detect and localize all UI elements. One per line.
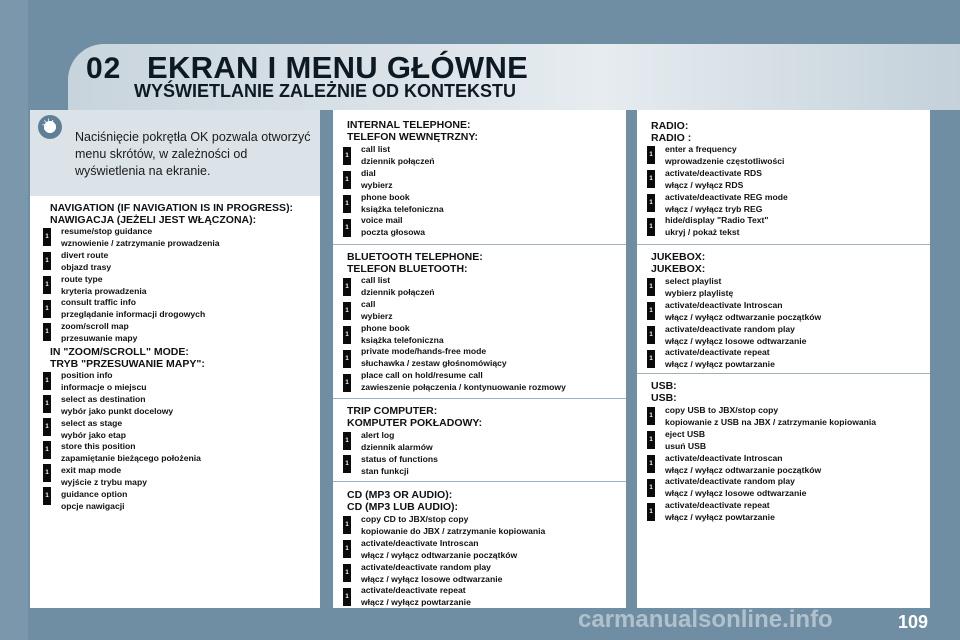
list-item: voice mail (361, 215, 403, 226)
list-item: activate/deactivate random play (361, 561, 491, 572)
list-item: enter a frequency (665, 144, 737, 154)
list-item: informacje o miejscu (61, 381, 147, 392)
jukebox-heading (651, 252, 705, 275)
list-item: activate/deactivate random play (665, 476, 795, 487)
internal-phone-heading-en: INTERNAL TELEPHONE: (347, 119, 471, 131)
list-item: route type (61, 273, 103, 284)
usb-heading-en: USB: (651, 380, 677, 392)
marker: 1 (343, 219, 351, 237)
list-item: włącz / wyłącz odtwarzanie początków (665, 311, 822, 322)
list-item: guidance option (61, 489, 128, 500)
marker: 1 (343, 278, 351, 296)
list-item: wznowienie / zatrzymanie prowadzenia (61, 237, 220, 248)
list-item: dziennik połączeń (361, 286, 435, 297)
list-item: kopiowanie z USB na JBX / zatrzymanie kopiowania (665, 416, 877, 427)
list-item: dziennik alarmów (361, 441, 433, 452)
list-item: książka telefoniczna (361, 334, 444, 345)
marker: 1 (647, 218, 655, 236)
list-item: status of functions (361, 453, 438, 464)
bluetooth-phone-heading (347, 252, 483, 275)
list-item: copy USB to JBX/stop copy (665, 405, 779, 415)
jukebox-heading-pl: JUKEBOX: (651, 262, 706, 275)
list-item: przeglądanie informacji drogowych (61, 309, 206, 320)
cd-heading-en: CD (MP3 OR AUDIO): (347, 489, 453, 501)
marker: 1 (43, 372, 51, 390)
marker: 1 (43, 464, 51, 482)
divider (333, 481, 626, 482)
internal-phone-list (361, 144, 444, 239)
list-item: exit map mode (61, 465, 122, 476)
list-item: przesuwanie mapy (61, 333, 138, 344)
jukebox-heading-en: JUKEBOX: (651, 251, 706, 263)
list-item: włącz / wyłącz powtarzanie (665, 359, 775, 370)
navigation-heading-pl: NAWIGACJA (JEŻELI JEST WŁĄCZONA): (50, 213, 257, 226)
list-item: wybierz playlistę (665, 287, 734, 298)
radio-heading-en: RADIO: (651, 120, 689, 132)
list-item: activate/deactivate Introscan (665, 452, 783, 463)
bluetooth-phone-list (361, 275, 566, 394)
marker: 1 (343, 350, 351, 368)
list-item: phone book (361, 322, 410, 333)
jukebox-list (665, 276, 821, 371)
marker: 1 (647, 170, 655, 188)
marker: 1 (647, 431, 655, 449)
marker: 1 (647, 146, 655, 164)
marker: 1 (647, 407, 655, 425)
marker: 1 (647, 194, 655, 212)
marker: 1 (43, 252, 51, 270)
list-item: wybór jako etap (61, 429, 126, 440)
list-item: objazd trasy (61, 261, 112, 272)
marker: 1 (343, 540, 351, 558)
list-item: włącz / wyłącz losowe odtwarzanie (361, 573, 503, 584)
list-item: activate/deactivate repeat (361, 585, 466, 596)
list-item: activate/deactivate RDS (665, 167, 762, 178)
divider (637, 373, 930, 374)
marker: 1 (343, 588, 351, 606)
marker: 1 (43, 323, 51, 341)
divider (333, 398, 626, 399)
marker: 1 (343, 564, 351, 582)
list-item: kryteria prowadzenia (61, 285, 147, 296)
marker: 1 (343, 147, 351, 165)
list-item: poczta głosowa (361, 227, 425, 238)
list-item: eject USB (665, 428, 706, 439)
cd-list (361, 514, 545, 609)
radio-heading-pl: RADIO : (651, 131, 692, 144)
list-item: activate/deactivate random play (665, 323, 795, 334)
marker: 1 (647, 278, 655, 296)
list-item: zawieszenie połączenia / kontynuowanie rozmowy (361, 382, 566, 393)
list-item: call list (361, 275, 391, 285)
usb-heading-pl: USB: (651, 391, 677, 404)
list-item: zapamiętanie bieżącego położenia (61, 453, 201, 464)
marker: 1 (647, 302, 655, 320)
marker: 1 (647, 326, 655, 344)
list-item: select playlist (665, 276, 722, 286)
marker: 1 (343, 374, 351, 392)
radio-heading (651, 121, 691, 144)
list-item: opcje nawigacji (61, 500, 125, 511)
page-subtitle: WYŚWIETLANIE ZALEŻNIE OD KONTEKSTU (134, 81, 516, 101)
bluetooth-phone-heading-pl: TELEFON BLUETOOTH: (347, 262, 468, 275)
list-item: hide/display "Radio Text" (665, 215, 769, 226)
marker: 1 (647, 503, 655, 521)
trip-computer-heading-en: TRIP COMPUTER: (347, 405, 438, 417)
marker: 1 (647, 350, 655, 368)
list-item: activate/deactivate Introscan (361, 537, 479, 548)
list-item: select as stage (61, 417, 123, 428)
list-item: włącz / wyłącz losowe odtwarzanie (665, 335, 807, 346)
internal-phone-heading-pl: TELEFON WEWNĘTRZNY: (347, 130, 479, 143)
navigation-heading (50, 203, 293, 226)
list-item: wprowadzenie częstotliwości (665, 155, 785, 166)
list-item: wybierz (361, 310, 393, 321)
cd-heading (347, 490, 458, 513)
trip-computer-heading (347, 406, 482, 429)
list-item: włącz / wyłącz odtwarzanie początków (361, 549, 518, 560)
list-item: activate/deactivate REG mode (665, 191, 788, 202)
list-item: włącz / wyłącz powtarzanie (665, 512, 775, 523)
list-item: kopiowanie do JBX / zatrzymanie kopiowania (361, 525, 546, 536)
marker: 1 (647, 479, 655, 497)
bluetooth-phone-heading-en: BLUETOOTH TELEPHONE: (347, 251, 483, 263)
list-item: call list (361, 144, 391, 154)
marker: 1 (43, 276, 51, 294)
marker: 1 (43, 418, 51, 436)
list-item: select as destination (61, 393, 146, 404)
page-number: 109 (898, 612, 929, 632)
list-item: dial (361, 167, 376, 178)
divider (637, 244, 930, 245)
usb-list (665, 405, 876, 524)
page-title: EKRAN I MENU GŁÓWNE (147, 50, 529, 85)
marker: 1 (343, 302, 351, 320)
trip-computer-list (361, 430, 438, 478)
list-item: włącz / wyłącz losowe odtwarzanie (665, 488, 807, 499)
sun-icon (38, 115, 62, 139)
watermark: carmanualsonline.info (578, 606, 833, 633)
list-item: consult traffic info (61, 297, 136, 308)
marker: 1 (43, 441, 51, 459)
list-item: włącz / wyłącz odtwarzanie początków (665, 464, 822, 475)
list-item: książka telefoniczna (361, 203, 444, 214)
list-item: włącz / wyłącz RDS (665, 179, 744, 190)
zoom-heading-en: IN "ZOOM/SCROLL" MODE: (50, 346, 189, 358)
list-item: divert route (61, 249, 109, 260)
list-item: wyjście z trybu mapy (61, 477, 147, 488)
marker: 1 (43, 487, 51, 505)
trip-computer-heading-pl: KOMPUTER POKŁADOWY: (347, 416, 483, 429)
marker: 1 (343, 516, 351, 534)
divider (333, 244, 626, 245)
list-item: alert log (361, 430, 395, 440)
list-item: activate/deactivate repeat (665, 500, 770, 511)
list-item: call (361, 298, 376, 309)
list-item: wybór jako punkt docelowy (61, 405, 174, 416)
list-item: private mode/hands-free mode (361, 346, 487, 357)
list-item: dziennik połączeń (361, 155, 435, 166)
zoom-heading-pl: TRYB "PRZESUWANIE MAPY": (50, 357, 205, 370)
zoom-list (61, 370, 201, 513)
navigation-heading-en: NAVIGATION (IF NAVIGATION IS IN PROGRESS): (50, 202, 294, 214)
marker: 1 (343, 195, 351, 213)
list-item: słuchawka / zestaw głośnomówiący (361, 358, 507, 369)
radio-list (665, 144, 788, 239)
marker: 1 (43, 395, 51, 413)
chapter-number: 02 (86, 52, 122, 85)
list-item: activate/deactivate Introscan (665, 299, 783, 310)
list-item: place call on hold/resume call (361, 370, 483, 381)
list-item: phone book (361, 191, 410, 202)
list-item: włącz / wyłącz tryb REG (665, 203, 763, 214)
cd-heading-pl: CD (MP3 LUB AUDIO): (347, 500, 459, 513)
list-item: ukryj / pokaż tekst (665, 227, 740, 238)
list-item: store this position (61, 441, 136, 452)
zoom-heading (50, 347, 205, 370)
list-item: activate/deactivate repeat (665, 347, 770, 358)
navigation-list (61, 226, 220, 345)
list-item: position info (61, 370, 113, 380)
list-item: zoom/scroll map (61, 321, 129, 332)
marker: 1 (43, 300, 51, 318)
marker: 1 (43, 228, 51, 246)
list-item: resume/stop guidance (61, 226, 153, 236)
list-item: włącz / wyłącz powtarzanie (361, 597, 471, 608)
marker: 1 (647, 455, 655, 473)
internal-phone-heading (347, 120, 478, 143)
marker: 1 (343, 171, 351, 189)
intro-text: Naciśnięcie pokrętła OK pozwala otworzyć menu skrótów, w zależności od wyświetlenia na ekranie. (75, 130, 311, 178)
marker: 1 (343, 455, 351, 473)
list-item: stan funkcji (361, 465, 409, 476)
usb-heading (651, 381, 677, 404)
marker: 1 (343, 432, 351, 450)
list-item: usuń USB (665, 440, 707, 451)
marker: 1 (343, 326, 351, 344)
list-item: copy CD to JBX/stop copy (361, 514, 469, 524)
list-item: wybierz (361, 179, 393, 190)
